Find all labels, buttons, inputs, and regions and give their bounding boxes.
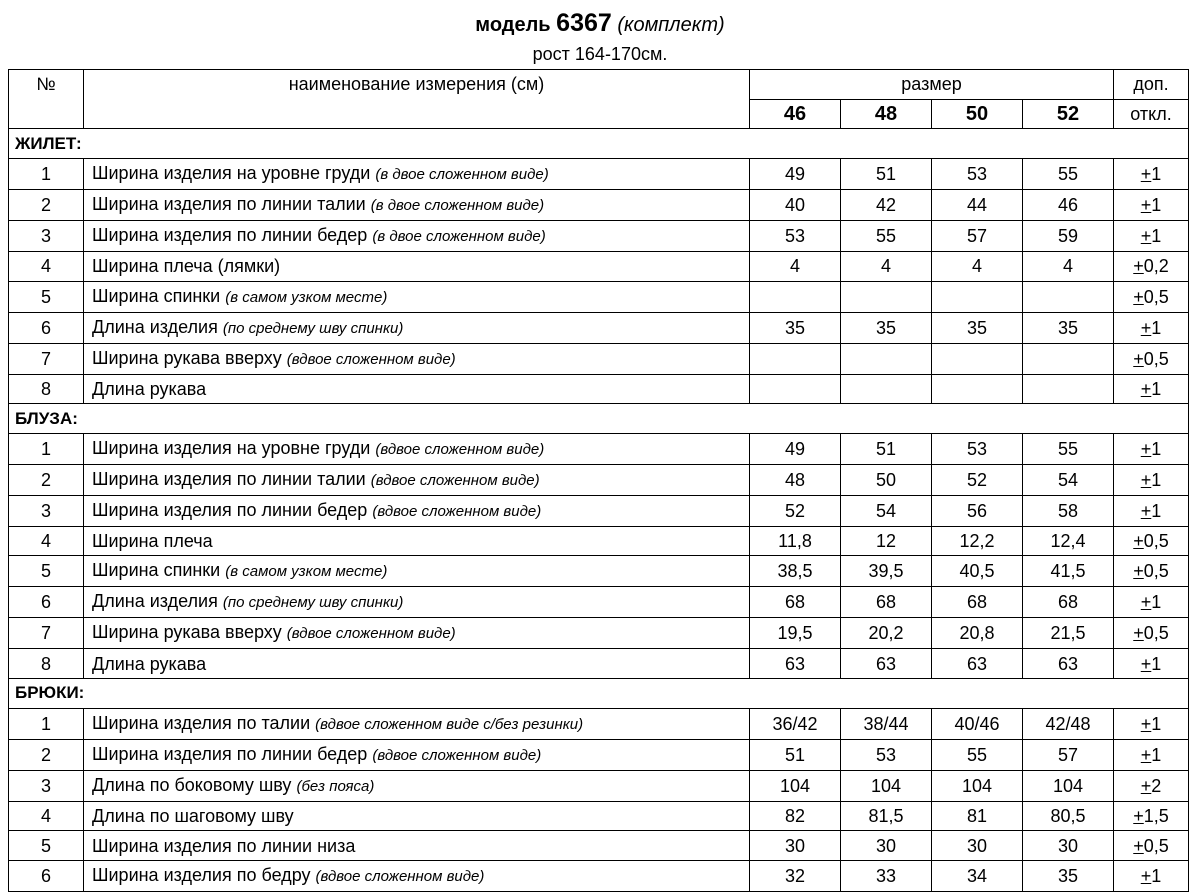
size-value: 42 [841,189,932,220]
measurement-name-cell [84,189,750,220]
tolerance-cell [1114,281,1189,312]
size-value: 42/48 [1023,708,1114,739]
size-value: 68 [932,587,1023,618]
size-value: 30 [1023,831,1114,861]
row-number: 4 [9,526,84,556]
tolerance-sign: + [1140,438,1152,459]
tolerance-sign: + [1140,592,1152,613]
row-number: 5 [9,281,84,312]
size-value: 56 [932,495,1023,526]
tolerance-cell [1114,374,1189,404]
tolerance-cell [1114,343,1189,374]
size-value [932,281,1023,312]
row-number: 5 [9,556,84,587]
measurement-name: Ширина рукава вверху [92,347,282,368]
table-row [9,220,1189,251]
measurement-name-cell [84,495,750,526]
size-value: 68 [1023,587,1114,618]
measurement-note: (вдвое сложенном виде) [286,350,456,368]
header-name: наименование измерения (см) [84,70,750,129]
measurement-name-cell [84,618,750,649]
row-number: 6 [9,861,84,892]
size-value [750,281,841,312]
measurement-name: Ширина изделия на уровне груди [92,437,371,458]
table-row [9,708,1189,739]
title-suffix: (комплект) [617,14,725,36]
measurement-name-cell [84,739,750,770]
table-row [9,770,1189,801]
tolerance-cell [1114,618,1189,649]
size-value: 38,5 [750,556,841,587]
table-row [9,158,1189,189]
measurement-note: (вдвое сложенном виде) [375,440,545,458]
size-value: 51 [750,739,841,770]
size-value: 46 [1023,189,1114,220]
tolerance-cell [1114,649,1189,679]
size-value: 58 [1023,495,1114,526]
table-row [9,649,1189,679]
document-title [0,8,1200,38]
table-row [9,343,1189,374]
measurement-name: Длина изделия [92,591,218,612]
row-number: 1 [9,158,84,189]
table-row [9,526,1189,556]
size-value: 81,5 [841,801,932,831]
row-number: 6 [9,312,84,343]
measurement-name-cell [84,464,750,495]
table-row [9,189,1189,220]
size-value: 33 [841,861,932,892]
row-number: 7 [9,343,84,374]
size-value: 12,4 [1023,526,1114,556]
size-value [841,374,932,404]
size-value: 52 [932,464,1023,495]
tolerance-sign: + [1140,653,1152,674]
size-value: 4 [841,251,932,281]
tolerance-cell [1114,189,1189,220]
measurement-name: Ширина плеча [92,531,213,552]
size-value: 55 [932,739,1023,770]
size-value [1023,343,1114,374]
measurement-name: Ширина изделия по линии талии [92,468,366,489]
row-number: 6 [9,587,84,618]
measurement-note: (в самом узком месте) [225,288,388,306]
tolerance-value: 1 [1151,194,1162,215]
size-value [750,343,841,374]
model-number: 6367 [556,9,612,37]
size-value: 57 [932,220,1023,251]
row-number: 1 [9,708,84,739]
table-body [9,70,1189,892]
table-row [9,281,1189,312]
row-number: 7 [9,618,84,649]
size-value [1023,374,1114,404]
size-value: 38/44 [841,708,932,739]
size-value [841,281,932,312]
measurement-name-cell [84,587,750,618]
size-value: 53 [932,158,1023,189]
size-value: 53 [841,739,932,770]
measurement-name-cell [84,158,750,189]
tolerance-cell [1114,801,1189,831]
measurement-name-cell [84,801,750,831]
measurement-name: Длина по шаговому шву [92,806,294,827]
measurement-name: Ширина изделия по бедру [92,865,311,886]
tolerance-cell [1114,526,1189,556]
row-number: 5 [9,831,84,861]
table-row [9,251,1189,281]
measurement-note: (вдвое сложенном виде с/без резинки) [315,715,584,733]
size-value: 54 [841,495,932,526]
measurement-name: Длина по боковому шву [92,774,292,795]
size-value: 55 [841,220,932,251]
size-value: 53 [932,433,1023,464]
size-value: 49 [750,158,841,189]
measurement-name: Ширина изделия по талии [92,712,311,733]
size-value: 20,8 [932,618,1023,649]
size-value: 40 [750,189,841,220]
measurement-name: Ширина изделия на уровне груди [92,162,371,183]
size-value [932,374,1023,404]
tolerance-sign: + [1140,775,1152,796]
row-number: 3 [9,770,84,801]
measurement-note: (вдвое сложенном виде) [370,471,540,489]
size-value: 34 [932,861,1023,892]
row-number: 8 [9,374,84,404]
size-value [932,343,1023,374]
tolerance-sign: + [1133,286,1144,307]
section-row [9,129,1189,159]
size-value: 52 [750,495,841,526]
measurement-name-cell [84,433,750,464]
measurement-note: (по среднему шву спинки) [222,319,404,337]
measurement-note: (в двое сложенном виде) [375,165,549,183]
section-title: БРЮКИ: [9,679,1189,709]
size-value: 35 [750,312,841,343]
size-value: 51 [841,158,932,189]
tolerance-value: 1 [1151,317,1162,338]
measurement-name-cell [84,708,750,739]
size-value: 21,5 [1023,618,1114,649]
measurement-name: Ширина изделия по линии талии [92,193,366,214]
size-value: 51 [841,433,932,464]
tolerance-sign: + [1140,163,1152,184]
row-number: 4 [9,801,84,831]
table-row [9,556,1189,587]
tolerance-value: 1 [1151,378,1162,399]
size-value: 4 [750,251,841,281]
measurement-name-cell [84,861,750,892]
size-50: 50 [932,99,1023,129]
measurement-name-cell [84,770,750,801]
size-value: 19,5 [750,618,841,649]
tolerance-cell [1114,556,1189,587]
tolerance-sign: + [1140,378,1152,399]
tolerance-value: 1 [1151,713,1162,734]
tolerance-cell [1114,220,1189,251]
measurement-name-cell [84,649,750,679]
row-number: 2 [9,739,84,770]
tolerance-sign: + [1140,500,1152,521]
size-value: 57 [1023,739,1114,770]
size-value: 44 [932,189,1023,220]
size-value: 30 [750,831,841,861]
tolerance-value: 1 [1151,500,1162,521]
size-value: 59 [1023,220,1114,251]
size-value: 35 [932,312,1023,343]
title-prefix: модель [475,14,551,36]
row-number: 4 [9,251,84,281]
size-value: 68 [750,587,841,618]
size-value: 35 [1023,312,1114,343]
row-number: 8 [9,649,84,679]
tolerance-value: 0,5 [1143,835,1169,856]
size-value: 40/46 [932,708,1023,739]
size-value: 55 [1023,158,1114,189]
tolerance-value: 1 [1151,653,1162,674]
size-46: 46 [750,99,841,129]
table-row [9,739,1189,770]
tolerance-cell [1114,312,1189,343]
size-value [841,343,932,374]
tolerance-sign: + [1133,835,1144,856]
size-value: 39,5 [841,556,932,587]
table-row [9,587,1189,618]
tolerance-sign: + [1140,866,1152,887]
tolerance-value: 0,2 [1143,256,1169,277]
tolerance-sign: + [1140,744,1152,765]
table-row [9,374,1189,404]
tolerance-sign: + [1133,531,1144,552]
tolerance-sign: + [1140,713,1152,734]
tolerance-value: 0,5 [1143,348,1169,369]
measurement-name-cell [84,312,750,343]
row-number: 1 [9,433,84,464]
size-value: 81 [932,801,1023,831]
measurement-name-cell [84,374,750,404]
size-value: 63 [1023,649,1114,679]
size-value: 82 [750,801,841,831]
measurement-note: (вдвое сложенном виде) [372,502,542,520]
tolerance-value: 1 [1151,469,1162,490]
table-row [9,464,1189,495]
row-number: 2 [9,189,84,220]
size-value: 63 [932,649,1023,679]
tolerance-value: 2 [1151,775,1162,796]
size-value: 20,2 [841,618,932,649]
size-52: 52 [1023,99,1114,129]
header-no: № [9,70,84,129]
tolerance-value: 1 [1151,163,1162,184]
measurement-name-cell [84,343,750,374]
measurement-name: Ширина изделия по линии бедер [92,499,368,520]
size-value: 4 [932,251,1023,281]
size-value: 104 [1023,770,1114,801]
size-value: 12,2 [932,526,1023,556]
size-value: 32 [750,861,841,892]
tolerance-sign: + [1140,469,1152,490]
size-value: 50 [841,464,932,495]
size-value: 49 [750,433,841,464]
table-row [9,495,1189,526]
size-value: 35 [841,312,932,343]
growth-label: рост 164-170см. [532,44,668,64]
tolerance-value: 1,5 [1143,806,1169,827]
tolerance-sign: + [1133,561,1144,582]
table-row [9,618,1189,649]
tolerance-value: 1 [1151,866,1162,887]
measurement-note: (в самом узком месте) [225,563,388,581]
measurement-name: Ширина спинки [92,285,221,306]
tolerance-sign: + [1133,348,1144,369]
tolerance-value: 0,5 [1143,561,1169,582]
size-value: 30 [841,831,932,861]
tolerance-cell [1114,495,1189,526]
section-row [9,404,1189,434]
measurement-note: (в двое сложенном виде) [370,196,545,214]
tolerance-cell [1114,770,1189,801]
size-value: 35 [1023,861,1114,892]
tolerance-value: 1 [1151,744,1162,765]
tolerance-cell [1114,831,1189,861]
measurement-name: Ширина изделия по линии низа [92,835,356,856]
tolerance-sign: + [1133,806,1144,827]
table-row [9,801,1189,831]
measurement-name: Длина рукава [92,653,207,674]
measurement-note: (вдвое сложенном виде) [372,746,542,764]
measurement-note: (по среднему шву спинки) [222,594,404,612]
table-row [9,433,1189,464]
size-value: 53 [750,220,841,251]
tolerance-cell [1114,708,1189,739]
measurement-note: (без пояса) [296,777,375,795]
row-number: 2 [9,464,84,495]
section-title: ЖИЛЕТ: [9,129,1189,159]
row-number: 3 [9,495,84,526]
measurement-name-cell [84,251,750,281]
size-value [750,374,841,404]
size-value: 68 [841,587,932,618]
measurement-table [8,69,1189,892]
tolerance-value: 0,5 [1143,531,1169,552]
measurement-note: (вдвое сложенном виде) [286,625,456,643]
header-row [9,70,1189,100]
size-value: 55 [1023,433,1114,464]
header-size: размер [750,70,1114,100]
size-value: 11,8 [750,526,841,556]
tolerance-value: 1 [1151,592,1162,613]
size-value: 36/42 [750,708,841,739]
tolerance-sign: + [1140,194,1152,215]
size-value: 63 [841,649,932,679]
tolerance-sign: + [1133,623,1144,644]
size-value: 80,5 [1023,801,1114,831]
measurement-name-cell [84,281,750,312]
tolerance-value: 0,5 [1143,623,1169,644]
measurement-name-cell [84,831,750,861]
tolerance-sign: + [1140,317,1152,338]
size-value: 30 [932,831,1023,861]
header-tolerance-2: откл. [1114,99,1189,129]
tolerance-cell [1114,158,1189,189]
tolerance-sign: + [1133,256,1144,277]
measurement-name: Длина изделия [92,316,218,337]
tolerance-cell [1114,251,1189,281]
measurement-name: Ширина изделия по линии бедер [92,743,368,764]
measurement-name: Ширина изделия по линии бедер [92,224,368,245]
measurement-name: Ширина рукава вверху [92,622,282,643]
measurement-name: Ширина спинки [92,560,221,581]
size-value: 54 [1023,464,1114,495]
size-value: 4 [1023,251,1114,281]
tolerance-cell [1114,464,1189,495]
tolerance-cell [1114,433,1189,464]
size-value: 104 [841,770,932,801]
tolerance-value: 1 [1151,438,1162,459]
measurement-note: (вдвое сложенном виде) [315,868,485,886]
size-value: 40,5 [932,556,1023,587]
size-value: 12 [841,526,932,556]
section-title: БЛУЗА: [9,404,1189,434]
table-row [9,831,1189,861]
section-row [9,679,1189,709]
tolerance-value: 0,5 [1143,286,1169,307]
size-value: 104 [750,770,841,801]
size-value: 48 [750,464,841,495]
measurement-name-cell [84,220,750,251]
measurement-name: Длина рукава [92,378,207,399]
measurement-name-cell [84,556,750,587]
table-row [9,312,1189,343]
size-value: 41,5 [1023,556,1114,587]
measurement-name: Ширина плеча (лямки) [92,256,281,277]
measurement-name-cell [84,526,750,556]
tolerance-cell [1114,861,1189,892]
size-value: 104 [932,770,1023,801]
header-tolerance-1: доп. [1114,70,1189,100]
row-number: 3 [9,220,84,251]
tolerance-cell [1114,587,1189,618]
tolerance-value: 1 [1151,225,1162,246]
table-row [9,861,1189,892]
measurement-note: (в двое сложенном виде) [372,227,546,245]
size-value [1023,281,1114,312]
tolerance-cell [1114,739,1189,770]
size-value: 63 [750,649,841,679]
tolerance-sign: + [1140,225,1152,246]
size-48: 48 [841,99,932,129]
